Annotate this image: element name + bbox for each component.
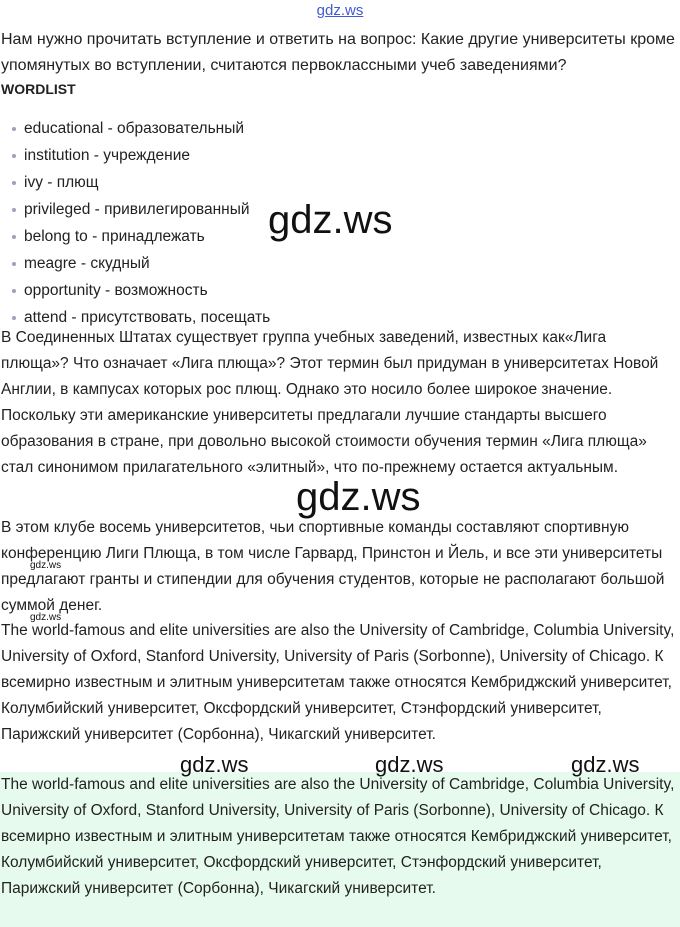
translation-paragraph-2: В этом клубе восемь университетов, чьи спортивные команды составляют спортивную конференцию Лиги Плюща, в том числе Гарвард, Принстон и Йель, и все эти университеты предлагают гранты и стипендии для обучения студентов, которые не располагают большой суммой денег. xyxy=(1,519,665,614)
bullet-icon xyxy=(12,316,16,320)
wordlist-entry: privileged - привилегированный xyxy=(24,201,250,218)
watermark-large: gdz.ws xyxy=(268,198,393,242)
list-item xyxy=(0,142,270,169)
list-item xyxy=(0,115,270,142)
bullet-icon xyxy=(12,181,16,185)
list-item xyxy=(0,196,270,223)
watermark-medium: gdz.ws xyxy=(180,752,249,777)
bullet-icon xyxy=(12,235,16,239)
watermark-large: gdz.ws xyxy=(296,475,421,519)
wordlist-entry: opportunity - возможность xyxy=(24,282,208,299)
answer-paragraph: The world-famous and elite universities are also the University of Cambridge, Columbia University, University of Oxford, Stanford University, University of Paris (Sorbonne), University of Chicago. К всемирно известным и элитным университетам также относятся Кембриджский университет, Колумбийский университет, Оксфордский университет, Стэнфордский университет, Парижский университет (Сорбонна), Чикагский университет. xyxy=(1,622,675,743)
watermark-medium: gdz.ws xyxy=(571,752,640,777)
bullet-icon xyxy=(12,289,16,293)
list-item xyxy=(0,223,270,250)
watermark-small: gdz.ws xyxy=(30,560,62,571)
list-item xyxy=(0,277,270,304)
bullet-icon xyxy=(12,127,16,131)
wordlist-entry: attend - присутствовать, посещать xyxy=(24,309,271,326)
task-text: Нам нужно прочитать вступление и ответить на вопрос: Какие другие университеты кроме упомянутых во вступлении, считаются первоклассными учеб заведениями? xyxy=(1,31,675,74)
translation-paragraph-1: В Соединенных Штатах существует группа учебных заведений, известных как«Лига плюща»? Что означает «Лига плюща»? Этот термин был придуман в университетах Новой Англии, в кампусах которых рос плющ. Однако это носило более широкое значение. Поскольку эти американские университеты предлагали лучшие стандарты высшего образования в стране, при довольно высокой стоимости обучения термин «Лига плюща» стал синонимом прилагательного «элитный», что по-прежнему остается актуальным. xyxy=(1,329,659,476)
highlighted-answer-paragraph: The world-famous and elite universities are also the University of Cambridge, Columbia University, University of Oxford, Stanford University, University of Paris (Sorbonne), University of Chicago. К всемирно известным и элитным университетам также относятся Кембриджский университет, Колумбийский университет, Оксфордский университет, Стэнфордский университет, Парижский университет (Сорбонна), Чикагский университет. xyxy=(1,776,675,897)
wordlist-entry: institution - учреждение xyxy=(24,147,191,164)
wordlist-entry: meagre - скудный xyxy=(24,255,150,272)
watermark-small: gdz.ws xyxy=(30,612,62,623)
top-watermark-link[interactable]: gdz.ws xyxy=(316,2,364,19)
wordlist-entry: educational - образовательный xyxy=(24,120,245,137)
list-item xyxy=(0,169,270,196)
wordlist-entry: ivy - плющ xyxy=(24,174,99,191)
list-item xyxy=(0,250,270,277)
wordlist-entry: belong to - принадлежать xyxy=(24,228,205,245)
bullet-icon xyxy=(12,154,16,158)
bullet-icon xyxy=(12,262,16,266)
bullet-icon xyxy=(12,208,16,212)
watermark-medium: gdz.ws xyxy=(375,752,444,777)
wordlist-heading: WORDLIST xyxy=(1,81,76,97)
wordlist xyxy=(0,115,270,331)
